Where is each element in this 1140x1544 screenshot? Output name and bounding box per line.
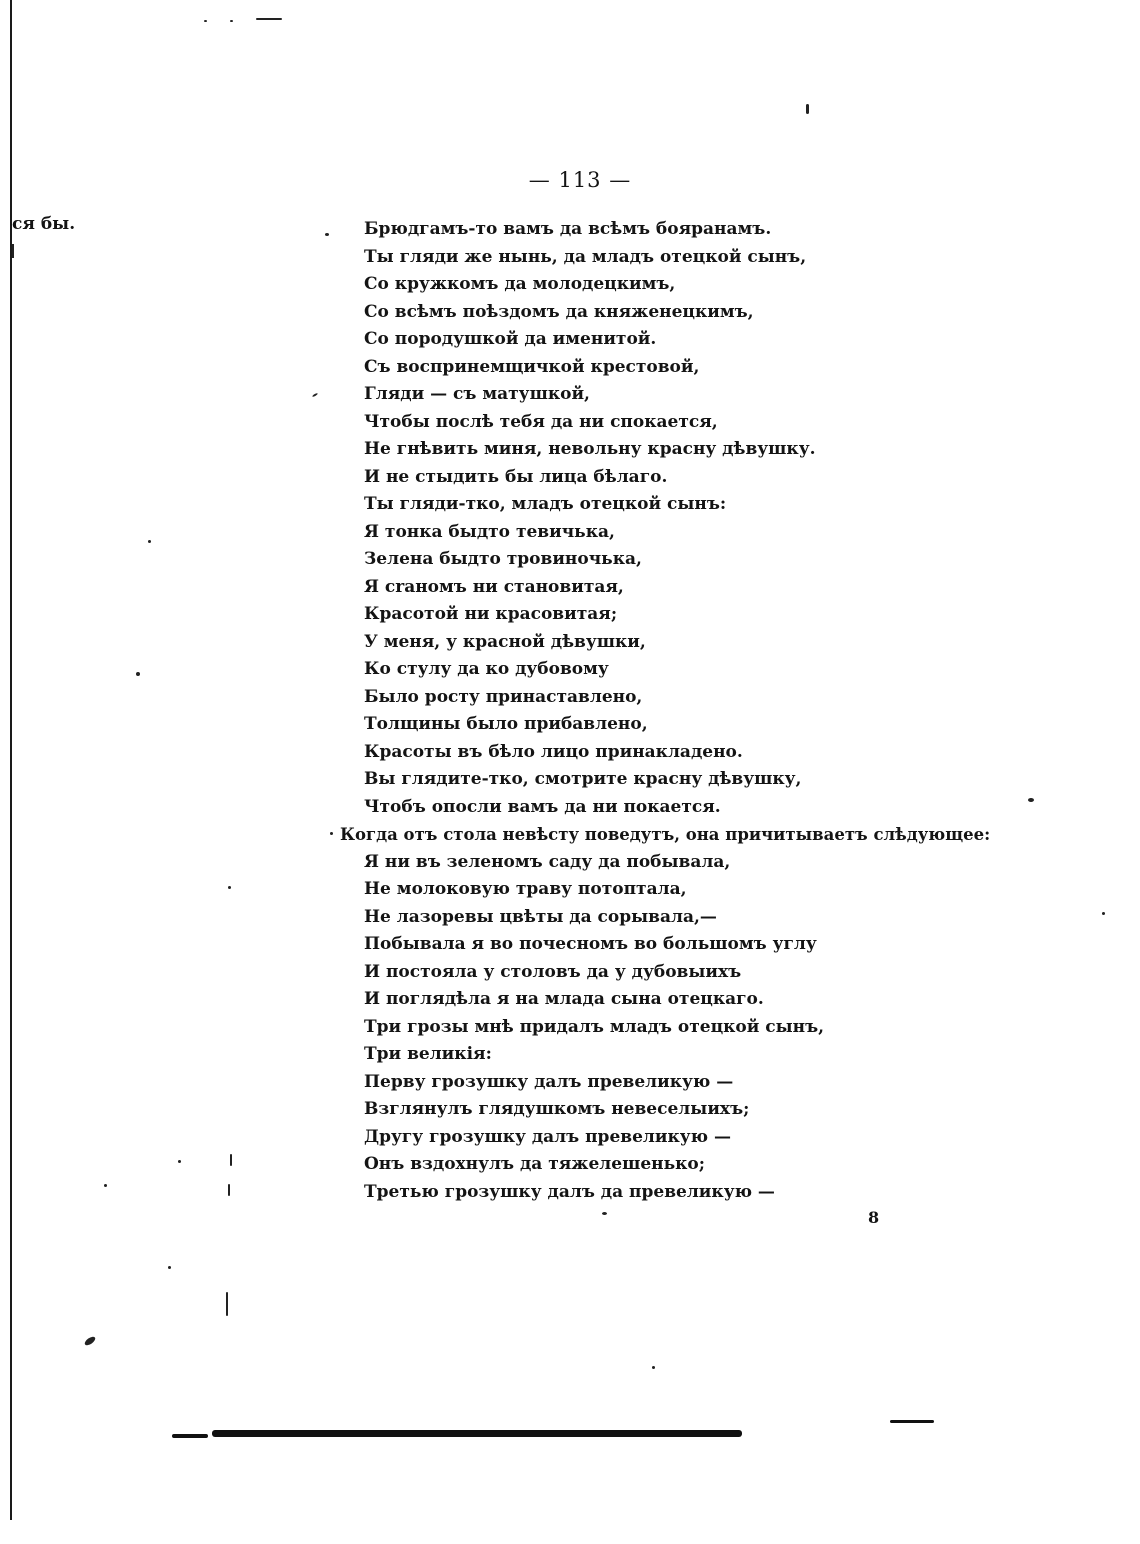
scan-speck <box>178 1160 181 1163</box>
poem-text-block <box>340 216 991 1206</box>
text-line: Красотой ни красовитая; <box>364 604 618 624</box>
text-line: И постояла у столовъ да у дубовыихъ <box>364 961 742 982</box>
text-line: Три великія: <box>364 1044 492 1064</box>
text-line: Со породушкой да именитой. <box>364 329 657 349</box>
text-line: Толщины было прибавлено, <box>364 714 648 734</box>
text-line: Зелена быдто тровиночька, <box>364 549 642 569</box>
scan-speck <box>168 1266 171 1269</box>
text-line: Я ни въ зеленомъ саду да побывала, <box>364 851 731 872</box>
text-line: У меня, у красной дѣвушки, <box>364 631 646 652</box>
text-line: Красоты въ бѣло лицо принакладено. <box>364 741 743 762</box>
margin-tick-mark <box>12 244 14 258</box>
scan-speck <box>1102 912 1105 915</box>
scan-speck <box>228 886 231 889</box>
bottom-rule-left <box>172 1434 208 1438</box>
scan-speck <box>226 1292 228 1316</box>
text-line: Не лазоревы цвѣты да сорывала,— <box>364 906 717 927</box>
text-line: Не молоковую траву потоптала, <box>364 879 687 899</box>
bottom-rule-right <box>890 1420 934 1423</box>
scan-speck <box>652 1366 655 1369</box>
scan-speck <box>136 672 140 676</box>
text-line: Со кружкомъ да молодецкимъ, <box>364 274 676 294</box>
text-line: Было росту принаставлено, <box>364 686 643 707</box>
page-number: — 113 — <box>528 168 632 192</box>
scan-speck <box>83 1335 96 1347</box>
text-line: Я тонка быдто тевичька, <box>364 521 615 542</box>
text-line: Вы глядите-тко, смотрите красну дѣвушку, <box>364 769 802 789</box>
text-line: И поглядѣла я на млада сына отецкаго. <box>364 989 764 1009</box>
scan-speck <box>602 1212 607 1215</box>
text-line: Чтобы послѣ тебя да ни спокается, <box>364 411 718 432</box>
scan-speck <box>806 104 809 114</box>
text-line: Со всѣмъ поѣздомъ да княженецкимъ, <box>364 301 754 322</box>
scan-speck <box>230 20 233 22</box>
text-line: Съ воспринемщичкой крестовой, <box>364 356 700 377</box>
text-line: Другу грозушку далъ превеликую — <box>364 1126 731 1147</box>
text-line: Чтобъ опосли вамъ да ни покается. <box>364 796 721 817</box>
bottom-rule-main <box>212 1430 742 1437</box>
text-line: Не гнѣвить миня, невольну красну дѣвушку. <box>364 439 816 459</box>
scan-speck <box>330 832 333 835</box>
margin-note: ся бы. <box>12 214 76 234</box>
stage-direction: Когда отъ стола невѣсту поведутъ, она причитываетъ слѣдующее: <box>340 825 991 844</box>
text-line: Взглянулъ глядушкомъ невеселыихъ; <box>364 1099 750 1119</box>
scan-speck <box>256 18 282 20</box>
scan-speck <box>204 20 207 22</box>
scan-speck <box>1028 798 1034 802</box>
scan-speck <box>312 393 318 398</box>
scan-speck <box>325 233 329 236</box>
text-line: Ко стулу да ко дубовому <box>364 659 609 679</box>
signature-mark: 8 <box>868 1208 880 1227</box>
scan-speck <box>148 540 151 543</box>
scan-speck <box>104 1184 107 1187</box>
text-line: Третью грозушку далъ да превеликую — <box>364 1181 775 1202</box>
text-line: Брюдгамъ-то вамъ да всѣмъ бояранамъ. <box>364 219 772 239</box>
text-line: Ты гляди-тко, младъ отецкой сынъ: <box>364 494 727 514</box>
text-line: Три грозы мнѣ придалъ младъ отецкой сынъ, <box>364 1016 825 1037</box>
text-line: И не стыдить бы лица бѣлаго. <box>364 466 668 487</box>
text-line: Перву грозушку далъ превеликую — <box>364 1071 734 1092</box>
scan-speck <box>228 1184 230 1196</box>
text-line: Побывала я во почесномъ во большомъ углу <box>364 934 817 954</box>
scan-speck <box>230 1154 232 1166</box>
text-line: Ты гляди же нынь, да младъ отецкой сынъ, <box>364 246 807 267</box>
text-line: Я craномъ ни становитая, <box>364 576 624 597</box>
text-line: Онъ вздохнулъ да тяжелешенько; <box>364 1154 706 1174</box>
text-line: Гляди — съ матушкой, <box>364 384 590 404</box>
